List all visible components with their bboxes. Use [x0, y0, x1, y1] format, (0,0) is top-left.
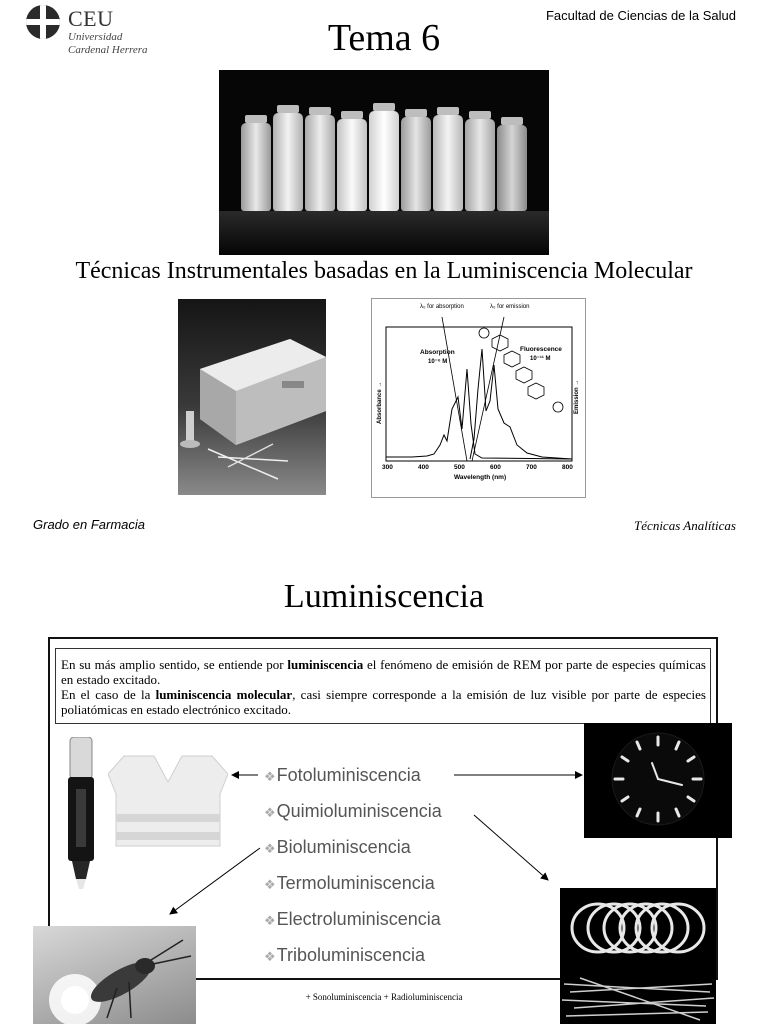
diamond-bullet-icon: ❖ [264, 949, 276, 964]
glowsticks-photo [560, 888, 716, 1024]
tick-400: 400 [418, 464, 429, 471]
emission-axis-label: Emission → [574, 379, 580, 414]
lambda-absorption-label: λ₀ for absorption [420, 304, 464, 310]
absorption-label: Absorption [420, 349, 455, 356]
footer-degree: Grado en Farmacia [33, 517, 145, 532]
absorption-conc-label: 10⁻⁶ M [428, 359, 448, 365]
definition-box [55, 648, 711, 724]
fluorimeter-photo [178, 299, 326, 495]
logo-line-2: Cardenal Herrera [68, 44, 148, 56]
highlighter-photo [66, 737, 96, 889]
page-title: Tema 6 [327, 17, 441, 59]
diamond-bullet-icon: ❖ [264, 805, 276, 820]
molecule-structure-icon [479, 328, 563, 412]
glowing-watch-photo [584, 723, 732, 838]
tick-800: 800 [562, 464, 573, 471]
slide-title-luminiscencia: Luminiscencia [283, 578, 485, 615]
list-item: ❖Fotoluminiscencia [264, 765, 421, 785]
tick-300: 300 [382, 464, 393, 471]
diamond-bullet-icon: ❖ [264, 769, 276, 784]
list-item: ❖Bioluminiscencia [264, 837, 411, 857]
footer-course: Técnicas Analíticas [634, 518, 736, 533]
list-item: ❖Triboluminiscencia [264, 945, 426, 965]
tick-700: 700 [526, 464, 537, 471]
firefly-photo [33, 926, 196, 1024]
lambda-emission-label: λ₀ for emission [490, 304, 530, 310]
faculty-name: Facultad de Ciencias de la Salud [545, 8, 736, 23]
list-item: ❖Electroluminiscencia [264, 909, 441, 929]
definition-paragraph-1: En su más amplio sentido, se entiende por luminiscencia el fenómeno de emisión de REM por parte de especies químicas en estado excitado. [61, 657, 706, 687]
tick-500: 500 [454, 464, 465, 471]
definition-paragraph-2: En el caso de la luminiscencia molecular, casi siempre corresponde a la emisión de luz visible por parte de especies poliatómicas en estado electrónico excitado. [61, 687, 706, 717]
diamond-bullet-icon: ❖ [264, 913, 276, 928]
vials-photo [219, 70, 549, 255]
wavelength-axis-label: Wavelength (nm) [454, 474, 507, 481]
reflective-vest-photo [108, 752, 228, 848]
list-item: ❖Termoluminiscencia [264, 873, 435, 893]
footnote: + Sonoluminiscencia + Radioluminiscencia [305, 992, 463, 1002]
logo-line-1: Universidad [68, 31, 123, 43]
diamond-bullet-icon: ❖ [264, 841, 276, 856]
fluorescence-label: Fluorescence [520, 346, 562, 353]
absorbance-axis-label: Absorbance → [377, 381, 383, 424]
slide-subtitle: Técnicas Instrumentales basadas en la Luminiscencia Molecular [75, 258, 693, 284]
diamond-bullet-icon: ❖ [264, 877, 276, 892]
tick-600: 600 [490, 464, 501, 471]
fluorescence-conc-label: 10⁻¹¹ M [530, 356, 551, 362]
absorption-emission-spectrum [371, 298, 586, 498]
logo-name: CEU [68, 6, 114, 31]
list-item: ❖Quimioluminiscencia [264, 801, 442, 821]
